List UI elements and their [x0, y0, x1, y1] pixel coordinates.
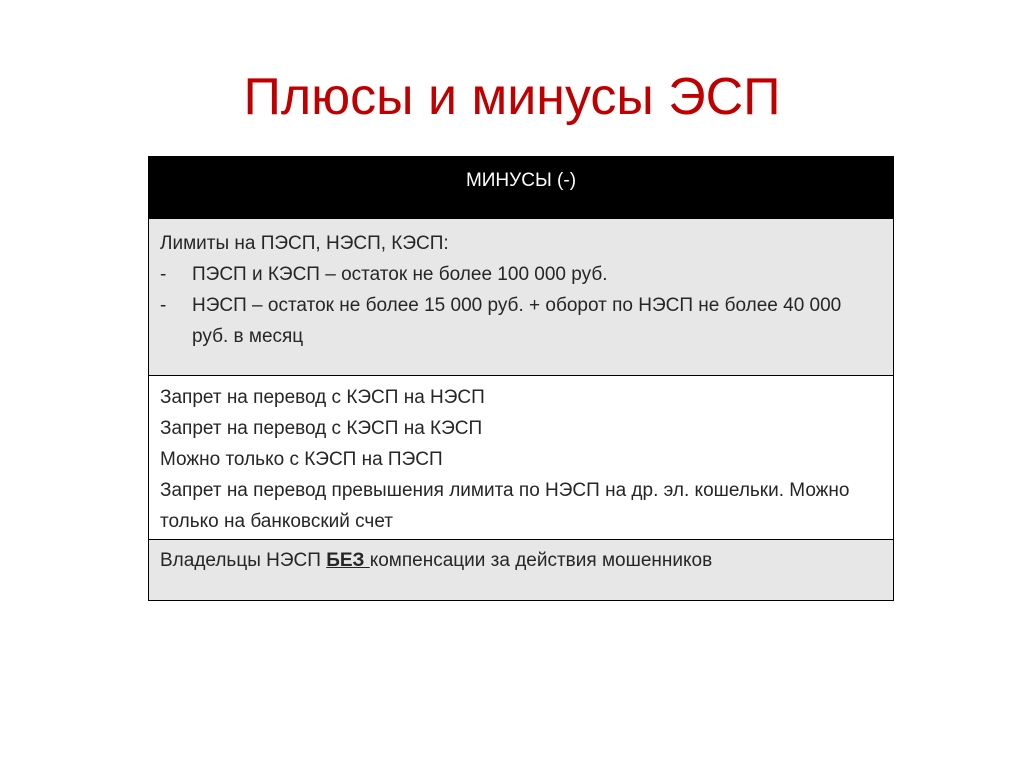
- table-header: МИНУСЫ (-): [149, 157, 893, 218]
- transfer-rule: Можно только с КЭСП на ПЭСП: [160, 449, 443, 470]
- bullet-text: НЭСП – остаток не более 15 000 руб. + оборот по НЭСП не более 40 000 руб. в месяц: [192, 295, 842, 347]
- transfer-rule: Запрет на перевод с КЭСП на НЭСП: [160, 387, 485, 408]
- bullet-text: ПЭСП и КЭСП – остаток не более 100 000 руб.: [192, 264, 608, 285]
- table-row-owners: [149, 539, 893, 600]
- bullet-dash: -: [160, 264, 167, 285]
- cons-table: [148, 156, 894, 601]
- list-item: [160, 290, 882, 352]
- table-row-transfers: [149, 375, 893, 539]
- table-row-limits: [149, 218, 893, 375]
- owners-emphasis: БЕЗ: [326, 550, 370, 571]
- limits-heading: Лимиты на ПЭСП, НЭСП, КЭСП:: [160, 233, 449, 254]
- list-item: [160, 259, 882, 290]
- owners-suffix: компенсации за действия мошенников: [369, 550, 713, 571]
- bullet-dash: -: [160, 295, 167, 316]
- slide-title: Плюсы и минусы ЭСП: [243, 68, 781, 126]
- transfer-rule: Запрет на перевод с КЭСП на КЭСП: [160, 418, 483, 439]
- owners-prefix: Владельцы НЭСП: [160, 550, 327, 571]
- transfer-rule: Запрет на перевод превышения лимита по НЭСП на др. эл. кошельки. Можно только на банковский счет: [160, 480, 850, 532]
